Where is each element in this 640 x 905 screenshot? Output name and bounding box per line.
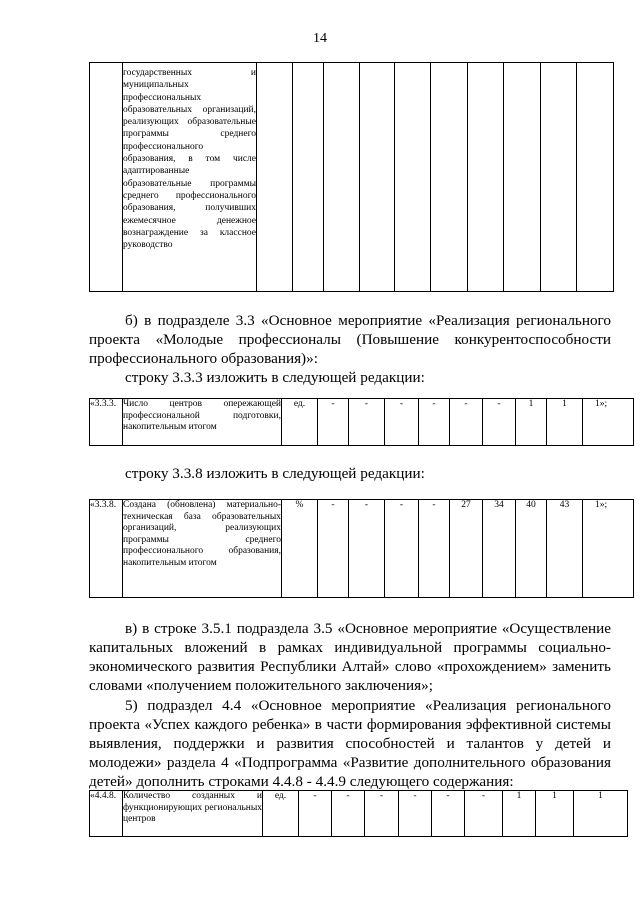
paragraph-b: б) в подразделе 3.3 «Основное мероприятие «Реализация регионального проекта «Молодые профессионалы (Повышение конкурентоспособности профессионального образования)»:: [89, 312, 611, 367]
value-cell: [360, 63, 395, 292]
value-cell: 1: [536, 791, 574, 837]
value-cell: [431, 63, 468, 292]
row-number: «4.4.8.: [90, 791, 123, 837]
value-cell: 1: [516, 399, 547, 446]
value-cell: -: [419, 500, 450, 598]
continuation-table: [89, 62, 614, 292]
value-cell: [257, 63, 293, 292]
row-description: государственных и муниципальных профессиональных образовательных организаций, реализующих образовательные программы среднего профессионального образования, в том числе адаптированные образовательные программы среднего профессионального образования, получивших ежемесячное денежное вознаграждение за классное руководство: [123, 63, 257, 292]
value-cell: 27: [450, 500, 483, 598]
value-cell: [293, 63, 324, 292]
row-number-cell: [90, 63, 123, 292]
instruction-line-338: строку 3.3.8 изложить в следующей редакции:: [125, 465, 425, 482]
value-cell: -: [399, 791, 432, 837]
value-cell: -: [349, 500, 385, 598]
value-cell: 40: [516, 500, 547, 598]
value-cell: -: [483, 399, 516, 446]
value-cell: -: [385, 399, 419, 446]
value-cell: 1»;: [583, 500, 634, 598]
value-cell: -: [332, 791, 365, 837]
value-cell: -: [365, 791, 399, 837]
value-cell: -: [385, 500, 419, 598]
row-description: Количество созданных и функционирующих региональных центров: [123, 791, 263, 837]
value-cell: [541, 63, 577, 292]
table-row: [90, 500, 634, 598]
table-row: [90, 399, 634, 446]
unit-cell: ед.: [263, 791, 299, 837]
value-cell: -: [318, 399, 349, 446]
value-cell: -: [419, 399, 450, 446]
paragraph-5: 5) подраздел 4.4 «Основное мероприятие «Реализация регионального проекта «Успех каждого ребенка» в части формирования эффективной системы выявления, поддержки и развития способностей и талантов у детей и молодежи» раздела 4 «Подпрограмма «Развитие дополнительного образования детей» дополнить строками 4.4.8 - 4.4.9 следующего содержания:: [89, 697, 611, 790]
row-description: Число центров опережающей профессиональной подготовки, накопительным итогом: [123, 399, 282, 446]
value-cell: -: [465, 791, 503, 837]
value-cell: 43: [547, 500, 583, 598]
page-number: 14: [313, 31, 327, 46]
value-cell: 1: [547, 399, 583, 446]
row-number: «3.3.3.: [90, 399, 123, 446]
value-cell: -: [299, 791, 332, 837]
table-row: [90, 791, 628, 837]
value-cell: 1: [574, 791, 628, 837]
table-row: [90, 63, 614, 292]
value-cell: [468, 63, 504, 292]
value-cell: -: [318, 500, 349, 598]
unit-cell: ед.: [282, 399, 318, 446]
row-number: «3.3.8.: [90, 500, 123, 598]
table-row-333: [89, 398, 634, 446]
row-description: Создана (обновлена) материально-техническая база образовательных организаций, реализующих программы среднего профессионального образования, накопительным итогом: [123, 500, 282, 598]
value-cell: [324, 63, 360, 292]
unit-cell: %: [282, 500, 318, 598]
value-cell: 1: [503, 791, 536, 837]
value-cell: -: [349, 399, 385, 446]
value-cell: -: [432, 791, 465, 837]
value-cell: 1»;: [583, 399, 634, 446]
value-cell: [577, 63, 614, 292]
value-cell: 34: [483, 500, 516, 598]
value-cell: [395, 63, 431, 292]
value-cell: -: [450, 399, 483, 446]
table-row-448: [89, 790, 628, 837]
paragraph-v: в) в строке 3.5.1 подраздела 3.5 «Основное мероприятие «Осуществление капитальных вложений в рамках индивидуальной программы социально-экономического развития Республики Алтай» слово «прохождением» заменить словами «получением положительного заключения»;: [89, 620, 611, 694]
table-row-338: [89, 499, 634, 598]
instruction-line-333: строку 3.3.3 изложить в следующей редакции:: [125, 369, 425, 386]
value-cell: [504, 63, 541, 292]
